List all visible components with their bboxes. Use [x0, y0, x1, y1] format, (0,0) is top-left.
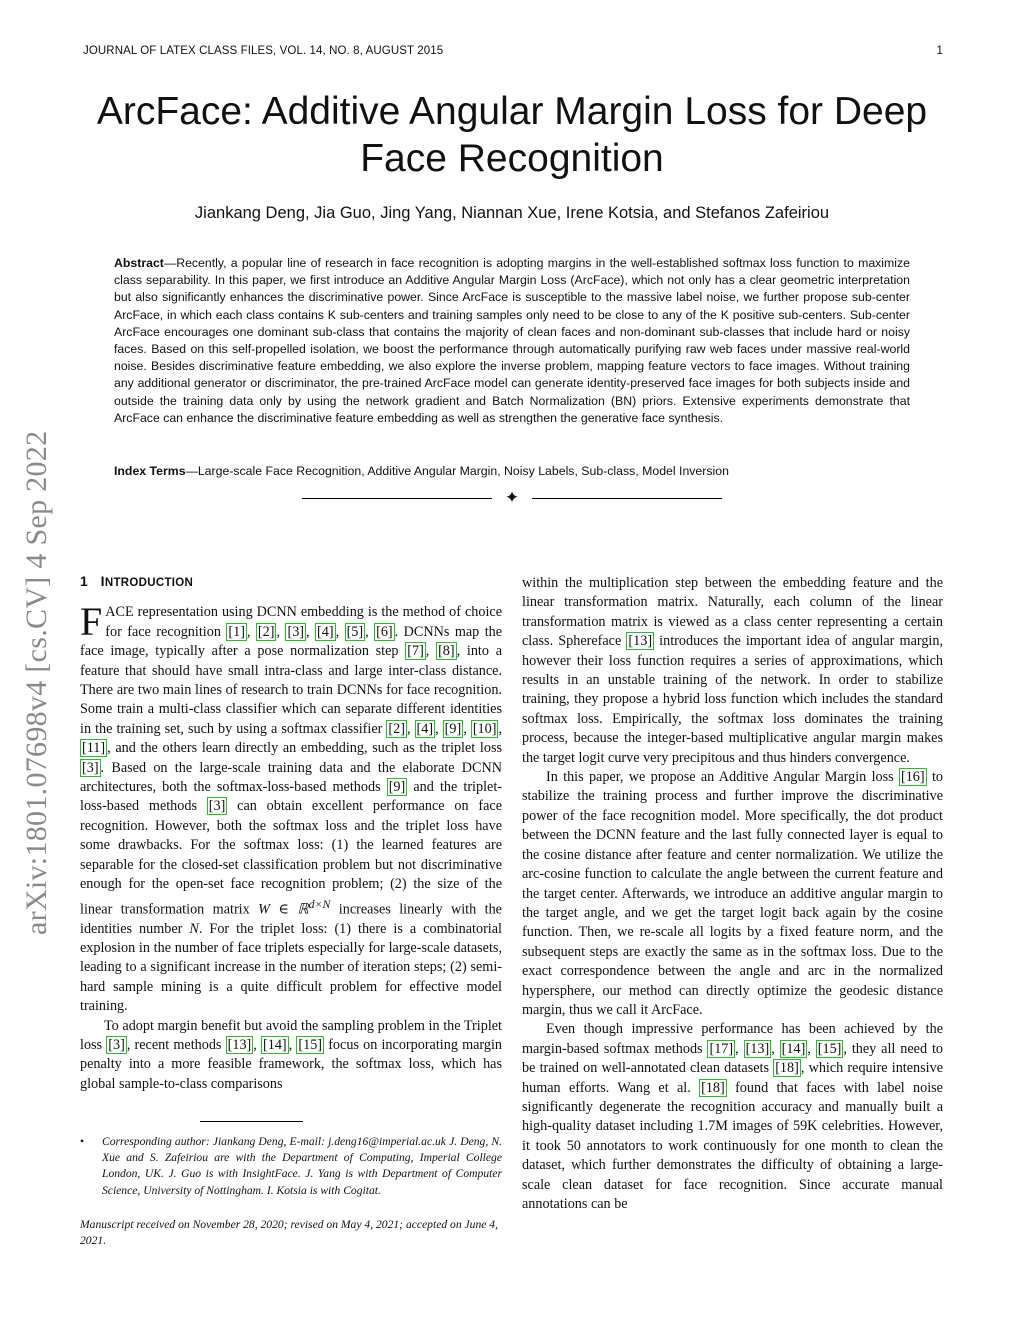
citation-link[interactable]: [4]: [317, 623, 334, 640]
text-run: focus on incorporating margin penalty into a more feasible framework, the softmax loss, which has global sample-to-class comparisons: [80, 1037, 503, 1092]
citation-link[interactable]: [14]: [781, 1040, 806, 1057]
divider-star-icon: ✦: [504, 488, 520, 507]
citation-link[interactable]: [11]: [82, 740, 106, 757]
citation-link[interactable]: [18]: [701, 1079, 725, 1096]
math-w: W ∈ ℝ: [258, 901, 309, 918]
intro-paragraph-4: Even though impressive performance has been achieved by the margin-based softmax methods [17] , [13] , [14] , [15] , they all need to be trained on well-annotated clean datasets [18] , which require intensive human efforts. Wang et al. [18] found that faces with label noise significantly degenerate the recognition accuracy and manually built a high-quality dataset including 1.7M images of 59K celebrities. However, it took 50 annotators to work continuously for one month to clean the dataset, which further demonstrates the difficulty of obtaining a large-scale clean dataset for face recognition. Since accurate manual annotations can be: [522, 1021, 943, 1212]
citation-link[interactable]: [5]: [346, 623, 364, 640]
index-terms-label: Index Terms: [114, 464, 186, 478]
lead-smallcaps: ACE: [105, 604, 134, 621]
citation-link[interactable]: [2]: [257, 623, 275, 640]
left-column: [80, 572, 502, 1094]
paragraph-continuation: within the multiplication step between the embedding feature and the linear transformation matrix. Naturally, each column of the linear transformation matrix is viewed as a class center representing a certain class. Sphereface: [522, 575, 943, 650]
text-run: To adopt margin benefit but avoid the sampling problem in the Triplet loss: [80, 1017, 502, 1054]
math-n: N: [189, 920, 199, 937]
arxiv-identifier: arXiv:1801.07698v4 [cs.CV] 4 Sep 2022: [20, 430, 53, 935]
citation-link[interactable]: [13]: [745, 1040, 770, 1057]
citation-link[interactable]: [1]: [228, 623, 245, 640]
footnote-text: Corresponding author: Jiankang Deng, E-mail: j.deng16@imperial.ac.uk J. Deng, N. Xue and S. Zafeiriou are with the Department of Computing, Imperial College London, UK. J. Guo is with InsightFace. J. Yang is with Department of Computer Science, University of Nottingham. I. Kotsia is with Cogitat.: [102, 1135, 502, 1197]
citation-link[interactable]: [3]: [108, 1037, 125, 1054]
abstract: [114, 255, 910, 427]
intro-paragraph-2-continued: [522, 574, 943, 768]
text-run: representation using DCNN embedding is the method of choice for face recognition: [105, 604, 502, 640]
text-run: , recent methods: [126, 1037, 226, 1054]
index-terms: [114, 464, 910, 478]
text-run: . Based on the large-scale training data and the elaborate DCNN architectures, both the softmax-loss-based methods: [80, 759, 502, 796]
text-run: , and the others learn directly an embedding, such as the triplet loss: [107, 740, 502, 757]
text-run: increases linearly with the identities number: [80, 901, 502, 937]
citation-link[interactable]: [3]: [82, 759, 99, 776]
text-run: . For the triplet loss: (1) there is a combinatorial explosion in the number of face triplets especially for large-scale datasets, leading to a significant increase in the number of iteration steps; (2) semi-hard sample mining is a quite difficult problem for effective model training.: [80, 920, 502, 1015]
section-title-rest: NTRODUCTION: [104, 577, 194, 589]
citation-link[interactable]: [13]: [227, 1037, 252, 1054]
text-run: . DCNNs map the face image, typically after a pose normalization step: [80, 623, 503, 660]
intro-paragraph-1: FACE representation using DCNN embedding is the method of choice for face recognition [1] , [2] , [3] , [4] , [5] , [6] . DCNNs map the face image, typically after a pose normalization step [7] , [8] , into a feature that should have small intra-class and large inter-class distance. There are two main lines of research to train DCNNs for face recognition. Some train a multi-class classifier which can separate different identities in the training set, such by using a softmax classifier [2] , [4] , [9] , [10] , [11] , and the others learn directly an embedding, such as the triplet loss [3] . Based on the large-scale training data and the elaborate DCNN architectures, both the softmax-loss-based methods [9] and the triplet-loss-based methods [3] can obtain excellent performance on face recognition. However, both the softmax loss and the triplet loss have some drawbacks. For the softmax loss: (1) the learned features are separable for the closed-set classification problem but not discriminative enough for the open-set face recognition problem; (2) the size of the linear transformation matrix W ∈ ℝ$^{d\times N}$ increases linearly with the identities number N. For the triplet loss: (1) there is a combinatorial explosion in the number of face triplets especially for large-scale datasets, leading to a significant increase in the number of iteration steps; (2) semi-hard sample mining is a quite difficult problem for effective model training.: [80, 599, 503, 1015]
citation-link[interactable]: [2]: [388, 720, 405, 737]
intro-paragraph-3: [522, 768, 943, 1020]
text-run: In this paper, we propose an Additive Angular Margin loss: [546, 769, 899, 786]
text-run: , into a feature that should have small intra-class and large inter-class distance. There are two main lines of research to train DCNNs for face recognition. Some train a multi-class classifier which can separate different identities in the training set, such by using a softmax classifier: [80, 643, 503, 737]
citation-link[interactable]: [10]: [472, 720, 497, 737]
text-run: to stabilize the training process and further improve the discriminative power of the face recognition model. More specifically, the dot product between the DCNN feature and the last fully connected layer is equal to the cosine distance after feature and center normalization. We utilize the arc-cosine function to calculate the angle between the current feature and the target center. Afterwards, we introduce an additive angular margin to the target angle, and we get the target logit back again by the cosine function. Then, we re-scale all logits by a fixed feature norm, and the subsequent steps are exactly the same as in the softmax loss. Due to the exact correspondence between the angle and arc in the normalized hypersphere, our method can directly optimize the geodesic distance margin, thus we call it ArcFace.: [522, 769, 943, 1018]
citation-link[interactable]: [9]: [444, 720, 462, 737]
citation-link[interactable]: [14]: [263, 1037, 287, 1054]
abstract-label: Abstract: [114, 256, 164, 270]
text-run: , which require intensive human efforts. Wang et al.: [522, 1060, 943, 1096]
citation-link[interactable]: [9]: [388, 779, 406, 796]
paper-title: ArcFace: Additive Angular Margin Loss for Deep Face Recognition: [96, 90, 928, 180]
abstract-text: —Recently, a popular line of research in face recognition is adopting margins in the well-established softmax loss function to maximize class separability. In this paper, we first introduce an Additive Angular Margin Loss (ArcFace), which not only has a clear geometric interpretation but also significantly enhances the discriminative power. Since ArcFace is susceptible to the massive label noise, we further propose sub-center ArcFace, in which each class contains K sub-centers and training samples only need to be close to any of the K positive sub-centers. Sub-center ArcFace encourages one dominant sub-class that contains the majority of clean faces and non-dominant sub-classes that include hard or noisy faces. Based on this self-propelled isolation, we boost the performance through automatically purifying raw web faces under massive real-world noise. Besides discriminative feature embedding, we also explore the inverse problem, mapping feature vectors to face images. Without training any additional generator or discriminator, the pre-trained ArcFace model can generate identity-preserved face images for both subjects inside and outside the training data only by using the network gradient and Batch Normalization (BN) priors. Extensive experiments demonstrate that ArcFace can enhance the discriminative feature embedding as well as strengthen the generative face synthesis.: [114, 256, 910, 425]
section-heading: [80, 572, 502, 593]
footnote-bullet: •: [80, 1135, 85, 1148]
text-run: and the triplet-loss-based methods: [80, 779, 502, 815]
citation-link[interactable]: [13]: [628, 633, 653, 650]
citation-link[interactable]: [15]: [298, 1037, 323, 1054]
citation-link[interactable]: [7]: [407, 643, 424, 660]
citation-link[interactable]: [6]: [376, 623, 393, 640]
author-list: Jiankang Deng, Jia Guo, Jing Yang, Niannan Xue, Irene Kotsia, and Stefanos Zafeiriou: [194, 204, 830, 222]
section-title-initial: I: [100, 573, 105, 589]
text-run: Even though impressive performance has been achieved by the margin-based softmax methods: [522, 1021, 943, 1057]
citation-link[interactable]: [3]: [208, 798, 226, 815]
drop-cap: F: [80, 599, 103, 645]
divider-line-right: [532, 498, 722, 499]
citation-link[interactable]: [15]: [817, 1040, 842, 1057]
citation-link[interactable]: [18]: [775, 1060, 799, 1077]
right-column: [522, 574, 943, 1214]
text-run: introduces the important idea of angular margin, however their loss function requires a series of approximations, which results in an unstable training of the network. In order to stabilize training, they propose a hybrid loss function which includes the standard softmax loss. Empirically, the softmax loss dominates the training process, because the integer-based multiplicative angular margin makes the target logit curve very precipitous and thus hinders convergence.: [522, 633, 944, 766]
page-number: 1: [936, 45, 943, 57]
section-divider: [302, 489, 722, 509]
text-run: , they all need to be trained on well-annotated clean datasets: [522, 1040, 943, 1077]
footnote: [80, 1134, 502, 1199]
manuscript-dates: Manuscript received on November 28, 2020; revised on May 4, 2021; accepted on June 4, 2021.: [80, 1218, 499, 1248]
citation-link[interactable]: [16]: [900, 769, 925, 786]
citation-link[interactable]: [4]: [416, 720, 434, 737]
index-terms-text: —Large-scale Face Recognition, Additive Angular Margin, Noisy Labels, Sub-class, Model Inversion: [185, 464, 729, 478]
section-number: 1: [80, 573, 89, 589]
citation-link[interactable]: [17]: [709, 1040, 734, 1057]
citation-link[interactable]: [3]: [287, 623, 305, 640]
citation-link[interactable]: [8]: [438, 643, 455, 660]
text-run: can obtain excellent performance on face recognition. However, both the softmax loss and the triplet loss have some drawbacks. For the softmax loss: (1) the learned features are separable for the closed-set classification problem but not discriminative enough for the open-set face recognition problem; (2) the size of the linear transformation matrix: [80, 798, 502, 918]
math-superscript: d×N: [308, 896, 331, 911]
intro-paragraph-2: To adopt margin benefit but avoid the sampling problem in the Triplet loss [3] , recent methods [13] , [14] , [15] focus on incorporating margin penalty into a more feasible framework, the softmax loss, which has global sample-to-class comparisons: [80, 1017, 503, 1092]
running-head: [83, 45, 943, 57]
footnote-rule: [200, 1121, 303, 1122]
journal-name: JOURNAL OF LATEX CLASS FILES, VOL. 14, NO. 8, AUGUST 2015: [83, 45, 444, 57]
text-run: found that faces with label noise significantly degenerate the recognition accuracy and manually built a high-quality dataset including 1.7M images of 59K celebrities. However, it took 50 annotators to work continuously for one month to clean the dataset, which further demonstrates the difficulty of obtaining a large-scale clean dataset for face recognition. Since accurate manual annotations can be: [522, 1079, 943, 1212]
